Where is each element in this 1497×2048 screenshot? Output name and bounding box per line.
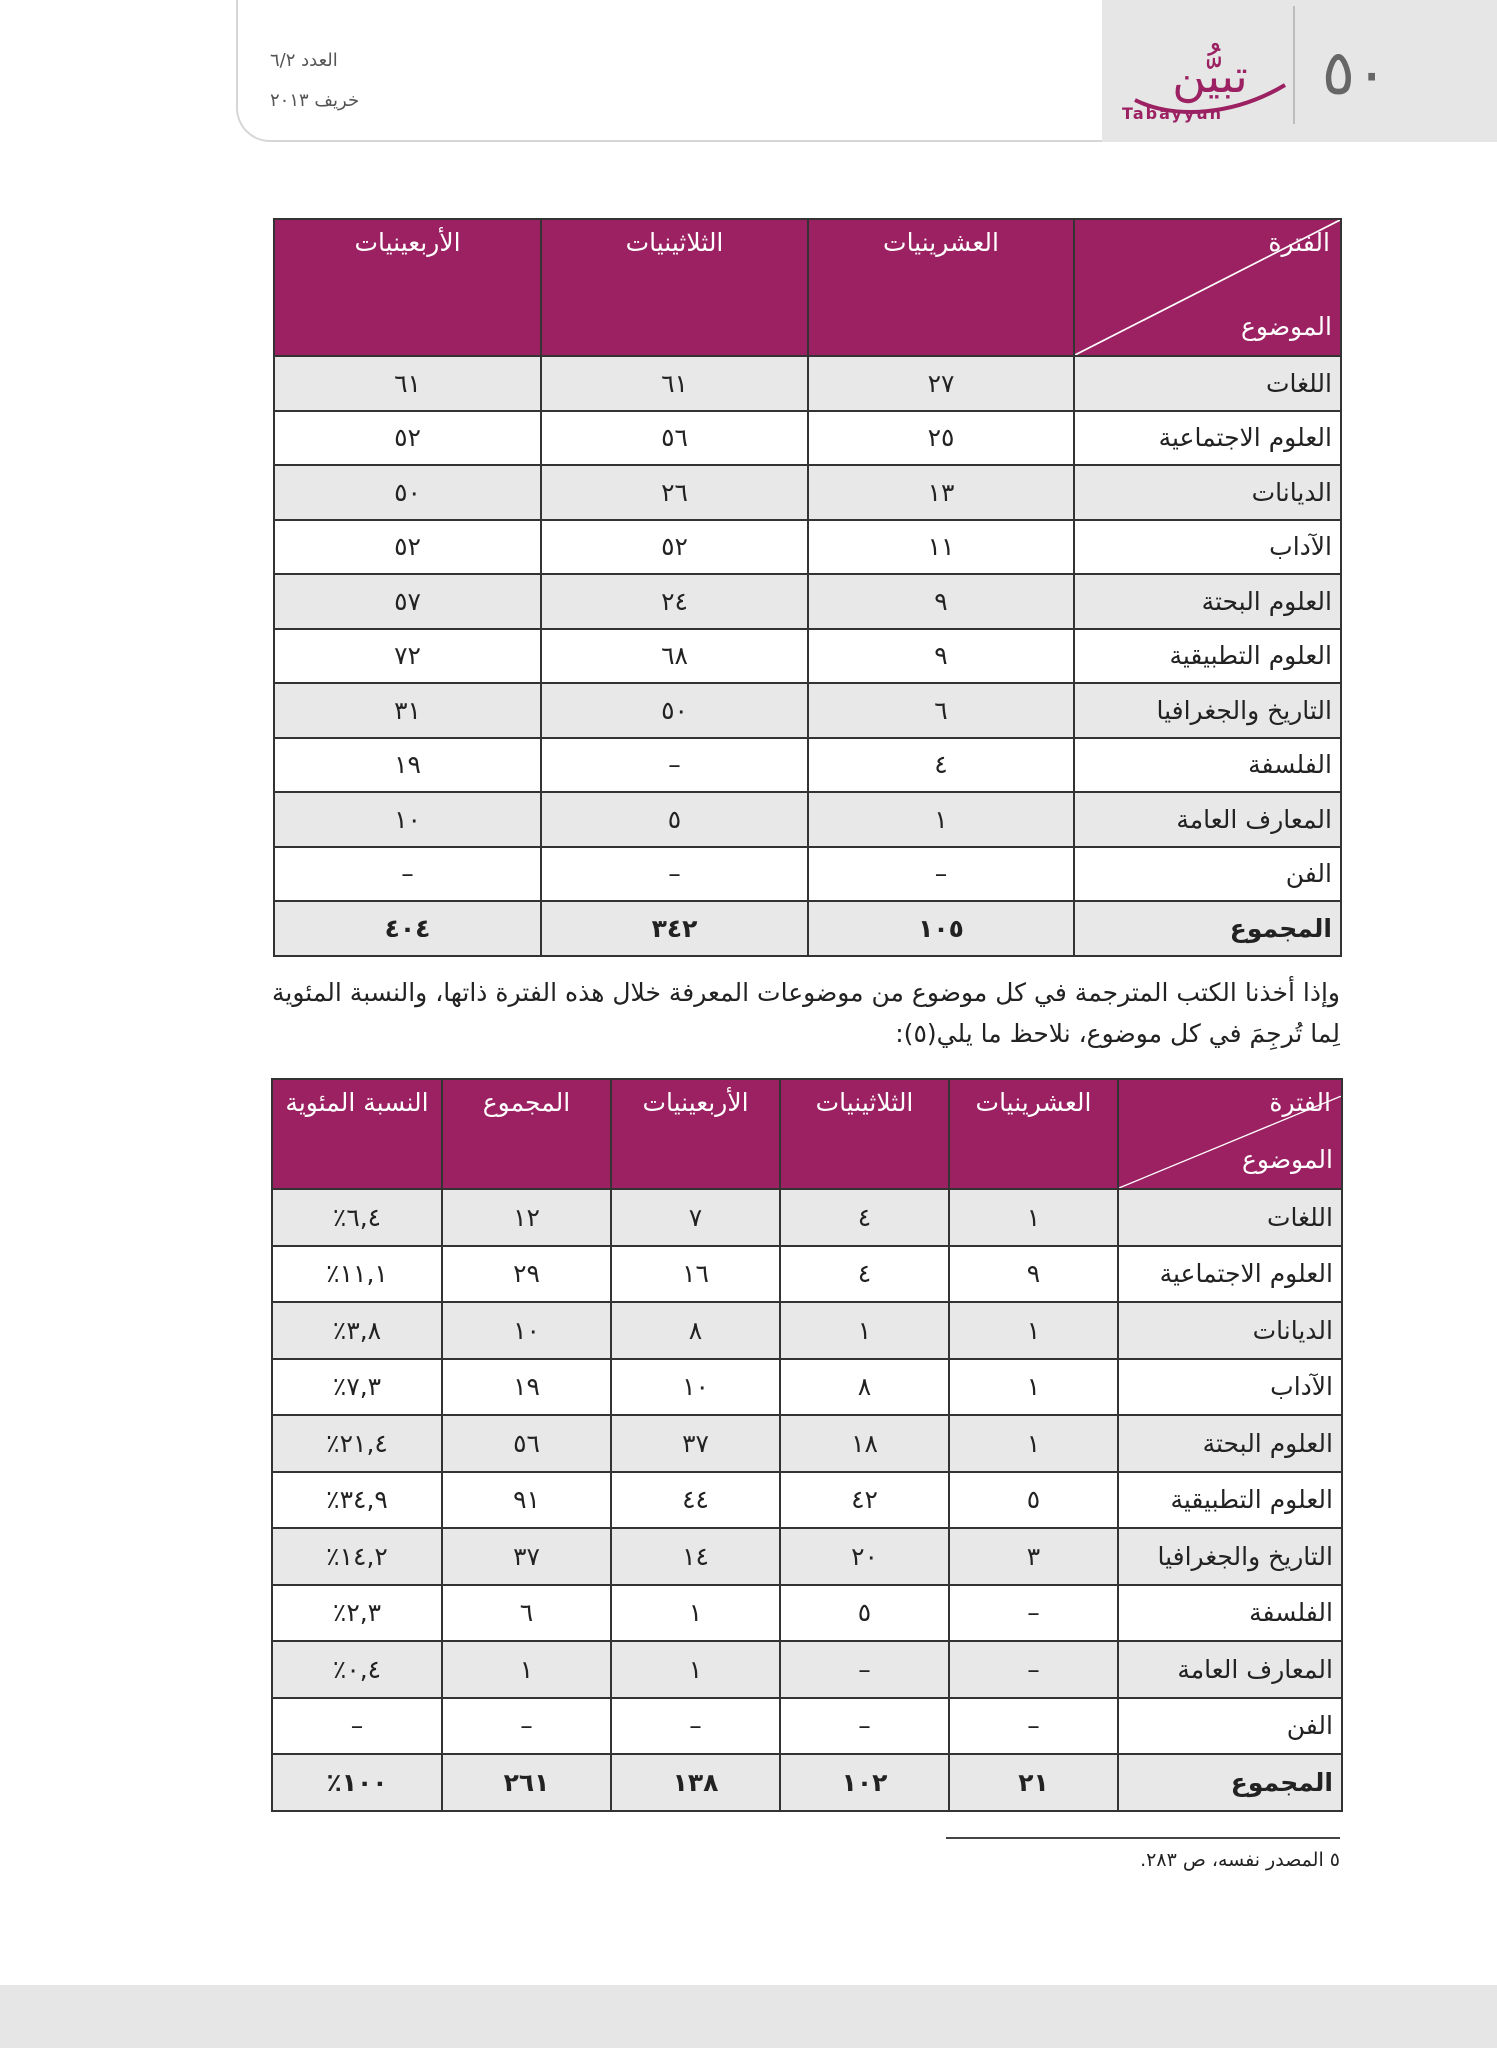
- total-row: [274, 901, 1341, 956]
- value-cell: ٨: [611, 1302, 780, 1359]
- value-cell: ٢٦: [541, 465, 808, 520]
- subject-cell: الفن: [1118, 1698, 1342, 1755]
- subject-cell: المجموع: [1074, 901, 1341, 956]
- subject-cell: العلوم البحتة: [1074, 574, 1341, 629]
- value-cell: ٨: [780, 1359, 949, 1416]
- svg-text:تبيُّن: تبيُّن: [1172, 49, 1248, 103]
- table-row: [274, 629, 1341, 684]
- value-cell: ١٠٠٪: [272, 1754, 442, 1811]
- value-cell: ١٨: [780, 1415, 949, 1472]
- value-cell: ٥٢: [274, 520, 541, 575]
- value-cell: ٦: [442, 1585, 611, 1642]
- table-row: [274, 738, 1341, 793]
- value-cell: –: [611, 1698, 780, 1755]
- subject-cell: العلوم البحتة: [1118, 1415, 1342, 1472]
- column-header: العشرينيات: [808, 219, 1074, 356]
- footnote-rule: [946, 1837, 1340, 1839]
- value-cell: ١: [949, 1415, 1118, 1472]
- value-cell: ٠,٤٪: [272, 1641, 442, 1698]
- subject-cell: الديانات: [1074, 465, 1341, 520]
- subject-cell: اللغات: [1074, 356, 1341, 411]
- table-row: [272, 1528, 1342, 1585]
- value-cell: ٢١,٤٪: [272, 1415, 442, 1472]
- table-row: [272, 1472, 1342, 1529]
- value-cell: ١١,١٪: [272, 1246, 442, 1303]
- value-cell: ١٢: [442, 1189, 611, 1246]
- footer-band: [0, 1985, 1497, 2048]
- table-row: [274, 847, 1341, 902]
- intro-paragraph: وإذا أخذنا الكتب المترجمة في كل موضوع من موضوعات المعرفة خلال هذه الفترة ذاتها، والنسبة المئوية لِما تُرجِمَ في كل موضوع، نلاحظ ما يلي(٥):: [272, 978, 1340, 1048]
- value-cell: ٥٢: [274, 411, 541, 466]
- value-cell: ٧: [611, 1189, 780, 1246]
- value-cell: ٥٦: [442, 1415, 611, 1472]
- subject-cell: الآداب: [1118, 1359, 1342, 1416]
- value-cell: –: [949, 1641, 1118, 1698]
- subject-cell: اللغات: [1118, 1189, 1342, 1246]
- value-cell: ١٠: [274, 792, 541, 847]
- translations-percentage-table: [271, 1078, 1343, 1812]
- issue-season: خريف ٢٠١٣: [270, 90, 360, 111]
- value-cell: ٧,٣٪: [272, 1359, 442, 1416]
- subject-cell: التاريخ والجغرافيا: [1118, 1528, 1342, 1585]
- value-cell: ١٣: [808, 465, 1074, 520]
- value-cell: ٩: [808, 629, 1074, 684]
- value-cell: ٤: [780, 1246, 949, 1303]
- value-cell: ٣٤٢: [541, 901, 808, 956]
- value-cell: –: [949, 1698, 1118, 1755]
- total-row: [272, 1754, 1342, 1811]
- corner-header: [1074, 219, 1341, 356]
- value-cell: ١٩: [442, 1359, 611, 1416]
- table-row: [272, 1359, 1342, 1416]
- column-header: الأربعينيات: [274, 219, 541, 356]
- table-row: [274, 465, 1341, 520]
- column-header: الثلاثينيات: [780, 1079, 949, 1189]
- subject-cell: العلوم الاجتماعية: [1118, 1246, 1342, 1303]
- value-cell: –: [949, 1585, 1118, 1642]
- value-cell: ١٤,٢٪: [272, 1528, 442, 1585]
- table-row: [274, 520, 1341, 575]
- subject-cell: المجموع: [1118, 1754, 1342, 1811]
- issue-number: العدد ٦/٢: [270, 50, 338, 71]
- value-cell: ٧٢: [274, 629, 541, 684]
- table-row: [274, 356, 1341, 411]
- page-number: ٥٠: [1321, 36, 1389, 109]
- corner-header: [1118, 1079, 1342, 1189]
- logo-latin-text: Tabayyun: [1122, 104, 1224, 123]
- value-cell: ١٠: [442, 1302, 611, 1359]
- value-cell: ١: [442, 1641, 611, 1698]
- value-cell: ٦١: [541, 356, 808, 411]
- subject-cell: العلوم التطبيقية: [1074, 629, 1341, 684]
- value-cell: ٣,٨٪: [272, 1302, 442, 1359]
- value-cell: ٥٠: [274, 465, 541, 520]
- value-cell: ٥٠: [541, 683, 808, 738]
- value-cell: ١٠: [611, 1359, 780, 1416]
- subject-cell: العلوم الاجتماعية: [1074, 411, 1341, 466]
- value-cell: ٤٤: [611, 1472, 780, 1529]
- value-cell: ٤٠٤: [274, 901, 541, 956]
- value-cell: ١: [808, 792, 1074, 847]
- value-cell: ٢٧: [808, 356, 1074, 411]
- value-cell: –: [272, 1698, 442, 1755]
- value-cell: ٣٧: [442, 1528, 611, 1585]
- value-cell: ٢٦١: [442, 1754, 611, 1811]
- table-row: [272, 1415, 1342, 1472]
- value-cell: –: [274, 847, 541, 902]
- value-cell: ٦: [808, 683, 1074, 738]
- value-cell: ٩: [808, 574, 1074, 629]
- value-cell: ٢,٣٪: [272, 1585, 442, 1642]
- value-cell: ١٠٢: [780, 1754, 949, 1811]
- subject-cell: التاريخ والجغرافيا: [1074, 683, 1341, 738]
- table-row: [272, 1698, 1342, 1755]
- value-cell: ٢٥: [808, 411, 1074, 466]
- value-cell: ٤٢: [780, 1472, 949, 1529]
- value-cell: –: [541, 738, 808, 793]
- value-cell: ٦,٤٪: [272, 1189, 442, 1246]
- value-cell: –: [780, 1641, 949, 1698]
- value-cell: ٤: [780, 1189, 949, 1246]
- value-cell: ٣٤,٩٪: [272, 1472, 442, 1529]
- value-cell: ١: [949, 1359, 1118, 1416]
- value-cell: ١٩: [274, 738, 541, 793]
- period-label: الفترة: [1269, 1088, 1331, 1117]
- table-row: [274, 792, 1341, 847]
- period-label: الفترة: [1268, 228, 1330, 257]
- column-header: العشرينيات: [949, 1079, 1118, 1189]
- value-cell: ٥: [541, 792, 808, 847]
- subject-cell: الفن: [1074, 847, 1341, 902]
- value-cell: ١: [611, 1641, 780, 1698]
- value-cell: ١٠٥: [808, 901, 1074, 956]
- value-cell: ١: [949, 1189, 1118, 1246]
- subject-cell: المعارف العامة: [1118, 1641, 1342, 1698]
- value-cell: ٣٧: [611, 1415, 780, 1472]
- value-cell: ٢١: [949, 1754, 1118, 1811]
- value-cell: ٢٤: [541, 574, 808, 629]
- value-cell: –: [808, 847, 1074, 902]
- value-cell: ٥: [780, 1585, 949, 1642]
- value-cell: ٥: [949, 1472, 1118, 1529]
- table-row: [274, 683, 1341, 738]
- value-cell: ٥٢: [541, 520, 808, 575]
- table-row: [274, 411, 1341, 466]
- subject-cell: الآداب: [1074, 520, 1341, 575]
- value-cell: ٤: [808, 738, 1074, 793]
- value-cell: ٣: [949, 1528, 1118, 1585]
- value-cell: ١٤: [611, 1528, 780, 1585]
- value-cell: –: [780, 1698, 949, 1755]
- column-header: المجموع: [442, 1079, 611, 1189]
- value-cell: ٦٨: [541, 629, 808, 684]
- table-row: [272, 1302, 1342, 1359]
- value-cell: –: [541, 847, 808, 902]
- value-cell: ١٣٨: [611, 1754, 780, 1811]
- table-row: [272, 1585, 1342, 1642]
- table-row: [274, 574, 1341, 629]
- subject-label: الموضوع: [1242, 1145, 1333, 1174]
- subject-cell: العلوم التطبيقية: [1118, 1472, 1342, 1529]
- subject-cell: المعارف العامة: [1074, 792, 1341, 847]
- value-cell: ٩: [949, 1246, 1118, 1303]
- subject-cell: الديانات: [1118, 1302, 1342, 1359]
- value-cell: ١: [611, 1585, 780, 1642]
- value-cell: ٩١: [442, 1472, 611, 1529]
- value-cell: ٢٠: [780, 1528, 949, 1585]
- footnote: ٥ المصدر نفسه، ص ٢٨٣.: [1140, 1849, 1340, 1871]
- value-cell: ٦١: [274, 356, 541, 411]
- value-cell: ٢٩: [442, 1246, 611, 1303]
- value-cell: ١٦: [611, 1246, 780, 1303]
- column-header: النسبة المئوية: [272, 1079, 442, 1189]
- value-cell: ٣١: [274, 683, 541, 738]
- value-cell: –: [442, 1698, 611, 1755]
- translations-by-decade-table: [273, 218, 1342, 957]
- table-row: [272, 1246, 1342, 1303]
- column-header: الأربعينيات: [611, 1079, 780, 1189]
- table-row: [272, 1641, 1342, 1698]
- subject-label: الموضوع: [1241, 312, 1332, 341]
- table-row: [272, 1189, 1342, 1246]
- column-header: الثلاثينيات: [541, 219, 808, 356]
- subject-cell: الفلسفة: [1118, 1585, 1342, 1642]
- value-cell: ٥٧: [274, 574, 541, 629]
- subject-cell: الفلسفة: [1074, 738, 1341, 793]
- value-cell: ١: [949, 1302, 1118, 1359]
- value-cell: ١: [780, 1302, 949, 1359]
- value-cell: ١١: [808, 520, 1074, 575]
- value-cell: ٥٦: [541, 411, 808, 466]
